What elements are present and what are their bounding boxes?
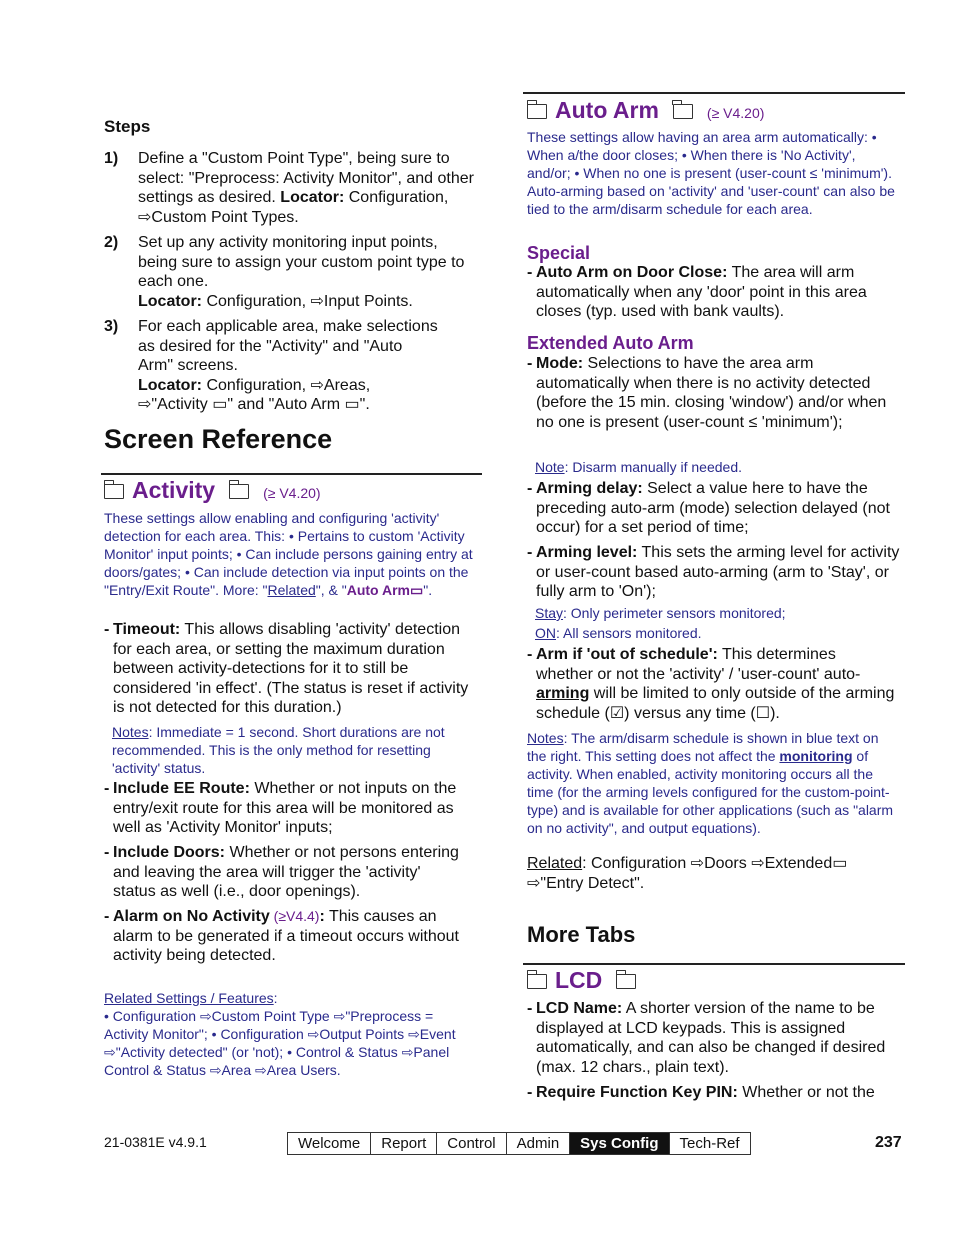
folder-icon xyxy=(527,104,547,119)
timeout-label: Timeout: xyxy=(113,621,181,638)
mode-text: Selections to have the area arm automatically when there is no activity detected (before the 15 min. closing 'window') and/or when no one is present (user-count ≤ 'minimum'); xyxy=(536,355,887,431)
locator-path: Configuration, ⇨Input Points. xyxy=(202,292,413,310)
nav-tab-tech-ref[interactable]: Tech-Ref xyxy=(679,1135,740,1152)
step-number: 3) xyxy=(104,318,119,335)
version-badge: (≥V4.4) xyxy=(269,908,320,924)
lcd-title: LCD xyxy=(555,967,603,993)
doc-id: 21-0381E v4.9.1 xyxy=(104,1134,207,1150)
door-close-item: - Auto Arm on Door Close: The area will arm automatically when any 'door' point in this area closes (typ. used with bank vaults). xyxy=(527,264,867,321)
intro-text: ". xyxy=(423,582,433,598)
related-label[interactable]: Related xyxy=(527,855,583,872)
section-divider xyxy=(523,92,905,94)
step-text: For each applicable area, make selections as desired for the "Activity" and "Auto Arm" screens. xyxy=(138,318,438,375)
locator-path: Configuration, ⇨Custom Point Types. xyxy=(138,189,449,226)
lcd-name-item: - LCD Name: A shorter version of the name to be displayed at LCD keypads. This is assigned automatically, and can also be changed if desired (max. 12 chars., plain text). xyxy=(527,1000,886,1076)
auto-arm-title: Auto Arm xyxy=(555,97,659,123)
arming-level-label: Arming level: xyxy=(536,544,638,561)
notes-text: : The arm/disarm schedule is shown in blue text on the right. This setting does not affect the xyxy=(527,730,879,764)
step-3 xyxy=(104,317,474,415)
ee-route-text: Whether or not inputs on the entry/exit route for this area will be monitored as well as 'Activity Monitor' inputs; xyxy=(113,780,457,837)
auto-arm-related xyxy=(527,854,897,893)
folder-icon xyxy=(104,484,124,499)
function-key-pin-item: - Require Function Key PIN: Whether or not the xyxy=(527,1084,875,1101)
step-number: 2) xyxy=(104,234,119,251)
related-settings-text: : • Configuration ⇨Custom Point Type ⇨"Preprocess = Activity Monitor"; • Configuration ⇨Output Points ⇨Event ⇨"Activity detected" (or 'not); • Control & Status ⇨Panel Control & Status ⇨Area ⇨Area Users. xyxy=(104,990,456,1078)
nav-tab-welcome[interactable]: Welcome xyxy=(288,1133,371,1154)
arming-level-item: - Arming level: This sets the arming level for activity or user-count based auto-arming (arm to 'Stay', or fully arm to 'On'); xyxy=(527,544,900,601)
step-text: Define a "Custom Point Type", being sure to select: "Preprocess: Activity Monitor", and other settings as desired. xyxy=(138,150,474,207)
ee-route-item: - Include EE Route: Whether or not inputs on the entry/exit route for this area will be monitored as well as 'Activity Monitor' inputs; xyxy=(104,780,457,837)
on-label: ON xyxy=(535,625,556,641)
arming-emphasis: arming xyxy=(536,685,590,703)
timeout-notes xyxy=(112,723,467,777)
nav-tab-admin[interactable]: Admin xyxy=(507,1133,571,1154)
section-divider xyxy=(523,963,905,965)
auto-arm-link[interactable]: Auto Arm▭ xyxy=(346,582,424,598)
timeout-text: This allows disabling 'activity' detection for each area, or setting the maximum duration between activity-detections for it to still be considered 'in effect'. (The status is reset if activity is not detected for this duration.) xyxy=(113,621,469,717)
step-2 xyxy=(104,233,474,311)
related-text: : Configuration ⇨Doors ⇨Extended▭ ⇨"Entry Detect". xyxy=(527,855,848,892)
version-badge: (≥ V4.20) xyxy=(706,105,765,121)
on-note xyxy=(535,624,702,642)
notes-label: Notes xyxy=(527,730,564,746)
folder-icon xyxy=(527,974,547,989)
mode-label: Mode: xyxy=(536,355,584,372)
special-heading: Special xyxy=(527,243,591,263)
doors-text: Whether or not persons entering and leaving the area will trigger the 'activity' status as well (i.e., door openings). xyxy=(113,844,459,901)
activity-tab-header[interactable] xyxy=(104,477,321,504)
arming-delay-text: Select a value here to have the preceding auto-arm (mode) selection delayed (not occur) for a set period of time; xyxy=(536,480,890,537)
activity-intro xyxy=(104,509,474,599)
related-settings-label[interactable]: Related Settings / Features xyxy=(104,990,274,1006)
alarm-label: Alarm on No Activity xyxy=(113,908,270,925)
function-key-pin-text: Whether or not the xyxy=(737,1084,875,1101)
steps-heading: Steps xyxy=(104,117,151,136)
lcd-name-label: LCD Name: xyxy=(536,1000,623,1017)
doors-item: - Include Doors: Whether or not persons entering and leaving the area will trigger the 'activity' status as well (i.e., door openings). xyxy=(104,844,459,901)
nav-tab-report[interactable]: Report xyxy=(371,1133,437,1154)
doors-label: Include Doors: xyxy=(113,844,226,861)
alarm-colon: : xyxy=(319,908,325,925)
on-text: : All sensors monitored. xyxy=(556,625,702,641)
locator-path: Configuration, ⇨Areas, ⇨"Activity ▭" and "Auto Arm ▭". xyxy=(138,376,371,414)
arming-delay-label: Arming delay: xyxy=(536,480,643,497)
extended-heading: Extended Auto Arm xyxy=(527,333,694,353)
lcd-name-text: A shorter version of the name to be displayed at LCD keypads. This is assigned automatically, and can also be changed if desired (max. 12 chars., plain text). xyxy=(536,1000,886,1076)
ee-route-label: Include EE Route: xyxy=(113,780,250,797)
stay-note xyxy=(535,604,786,622)
folder-icon xyxy=(229,484,249,499)
note-label: Note xyxy=(535,459,565,475)
alarm-no-activity-item: - Alarm on No Activity (≥V4.4): This causes an alarm to be generated if a timeout occurs without activity being detected. xyxy=(104,908,459,965)
nav-tab-control[interactable]: Control xyxy=(437,1133,506,1154)
mode-item: - Mode: Selections to have the area arm automatically when there is no activity detected (before the 15 min. closing 'window') and/or when no one is present (user-count ≤ 'minimum'); xyxy=(527,355,887,431)
locator-label: Locator: xyxy=(138,376,202,394)
out-of-schedule-label: Arm if 'out of schedule': xyxy=(536,646,718,663)
arming-level-text: This sets the arming level for activity or user-count based auto-arming (arm to 'Stay', or fully arm to 'On'); xyxy=(536,544,900,601)
version-badge: (≥ V4.20) xyxy=(263,485,321,501)
step-number: 1) xyxy=(104,150,119,167)
section-divider xyxy=(101,473,482,475)
locator-label: Locator: xyxy=(280,189,345,207)
notes-text: : Immediate = 1 second. Short durations are not recommended. This is the only method for resetting 'activity' status. xyxy=(112,724,445,776)
stay-text: : Only perimeter sensors monitored; xyxy=(563,605,786,621)
activity-related xyxy=(104,971,469,1079)
locator-label: Locator: xyxy=(138,292,202,310)
folder-icon xyxy=(673,104,693,119)
auto-arm-tab-header[interactable] xyxy=(527,97,764,124)
activity-title: Activity xyxy=(132,477,216,503)
mode-note xyxy=(535,458,742,476)
page-number: 237 xyxy=(875,1134,902,1151)
step-text: Set up any activity monitoring input points, being sure to assign your custom point type to each one. xyxy=(138,234,465,291)
out-of-schedule-text: will be limited to only outside of the arming schedule (☑) versus any time (☐). xyxy=(536,685,895,722)
nav-tab-sys-config[interactable]: Sys Config xyxy=(570,1133,669,1154)
note-text: : Disarm manually if needed. xyxy=(564,459,742,475)
footer-nav xyxy=(287,1132,751,1155)
timeout-item: - Timeout: This allows disabling 'activity' detection for each area, or setting the maximum duration between activity-detections for it to still be considered 'in effect'. (The status is reset if activity is not detected for this duration.) xyxy=(104,621,469,717)
more-tabs-heading: More Tabs xyxy=(527,922,636,947)
intro-text: These settings allow enabling and configuring 'activity' detection for each area. This: • Pertains to custom 'Activity Monitor' input points; • Can include persons gaining entry at doors/gates; • Can include detection via input points on the "Entry/Exit Route". More: " xyxy=(104,510,473,598)
out-of-schedule-text: This determines whether or not the 'activity' / 'user-count' auto- xyxy=(536,646,861,683)
notes-label: Notes xyxy=(112,724,149,740)
function-key-pin-label: Require Function Key PIN: xyxy=(536,1084,738,1101)
door-close-label: Auto Arm on Door Close: xyxy=(536,264,728,281)
lcd-tab-header[interactable] xyxy=(527,967,644,994)
schedule-notes xyxy=(527,729,895,837)
notes-text: of activity. When enabled, activity monitoring occurs all the time (for the arming levels configured for the custom-point-type) and is available for other applications (such as "alarm on no activity", and output equations). xyxy=(527,748,894,836)
out-of-schedule-item: - Arm if 'out of schedule': This determines whether or not the 'activity' / 'user-count' auto-arming will be limited to only outside of the arming schedule (☑) versus any time (☐). xyxy=(527,646,895,722)
page-title: Screen Reference xyxy=(104,424,333,454)
alarm-text: This causes an alarm to be generated if a timeout occurs without activity being detected. xyxy=(113,908,459,965)
related-link[interactable]: Related xyxy=(267,582,316,598)
arming-delay-item: - Arming delay: Select a value here to have the preceding auto-arm (mode) selection delayed (not occur) for a set period of time; xyxy=(527,480,890,537)
door-close-text: The area will arm automatically when any 'door' point in this area closes (typ. used with bank vaults). xyxy=(536,264,867,321)
intro-text: ", & " xyxy=(315,582,347,598)
monitoring-emphasis: monitoring xyxy=(779,748,853,764)
stay-label: Stay xyxy=(535,605,564,621)
folder-icon xyxy=(616,974,636,989)
auto-arm-intro: These settings allow having an area arm automatically: • When a/the door closes; • When there is 'No Activity', and/or; • When no one is present (user-count ≤ 'minimum'). Auto-arming based on 'activity' and 'user-count' can also be tied to the arm/disarm schedule for each area. xyxy=(527,129,895,217)
step-1 xyxy=(104,149,474,227)
